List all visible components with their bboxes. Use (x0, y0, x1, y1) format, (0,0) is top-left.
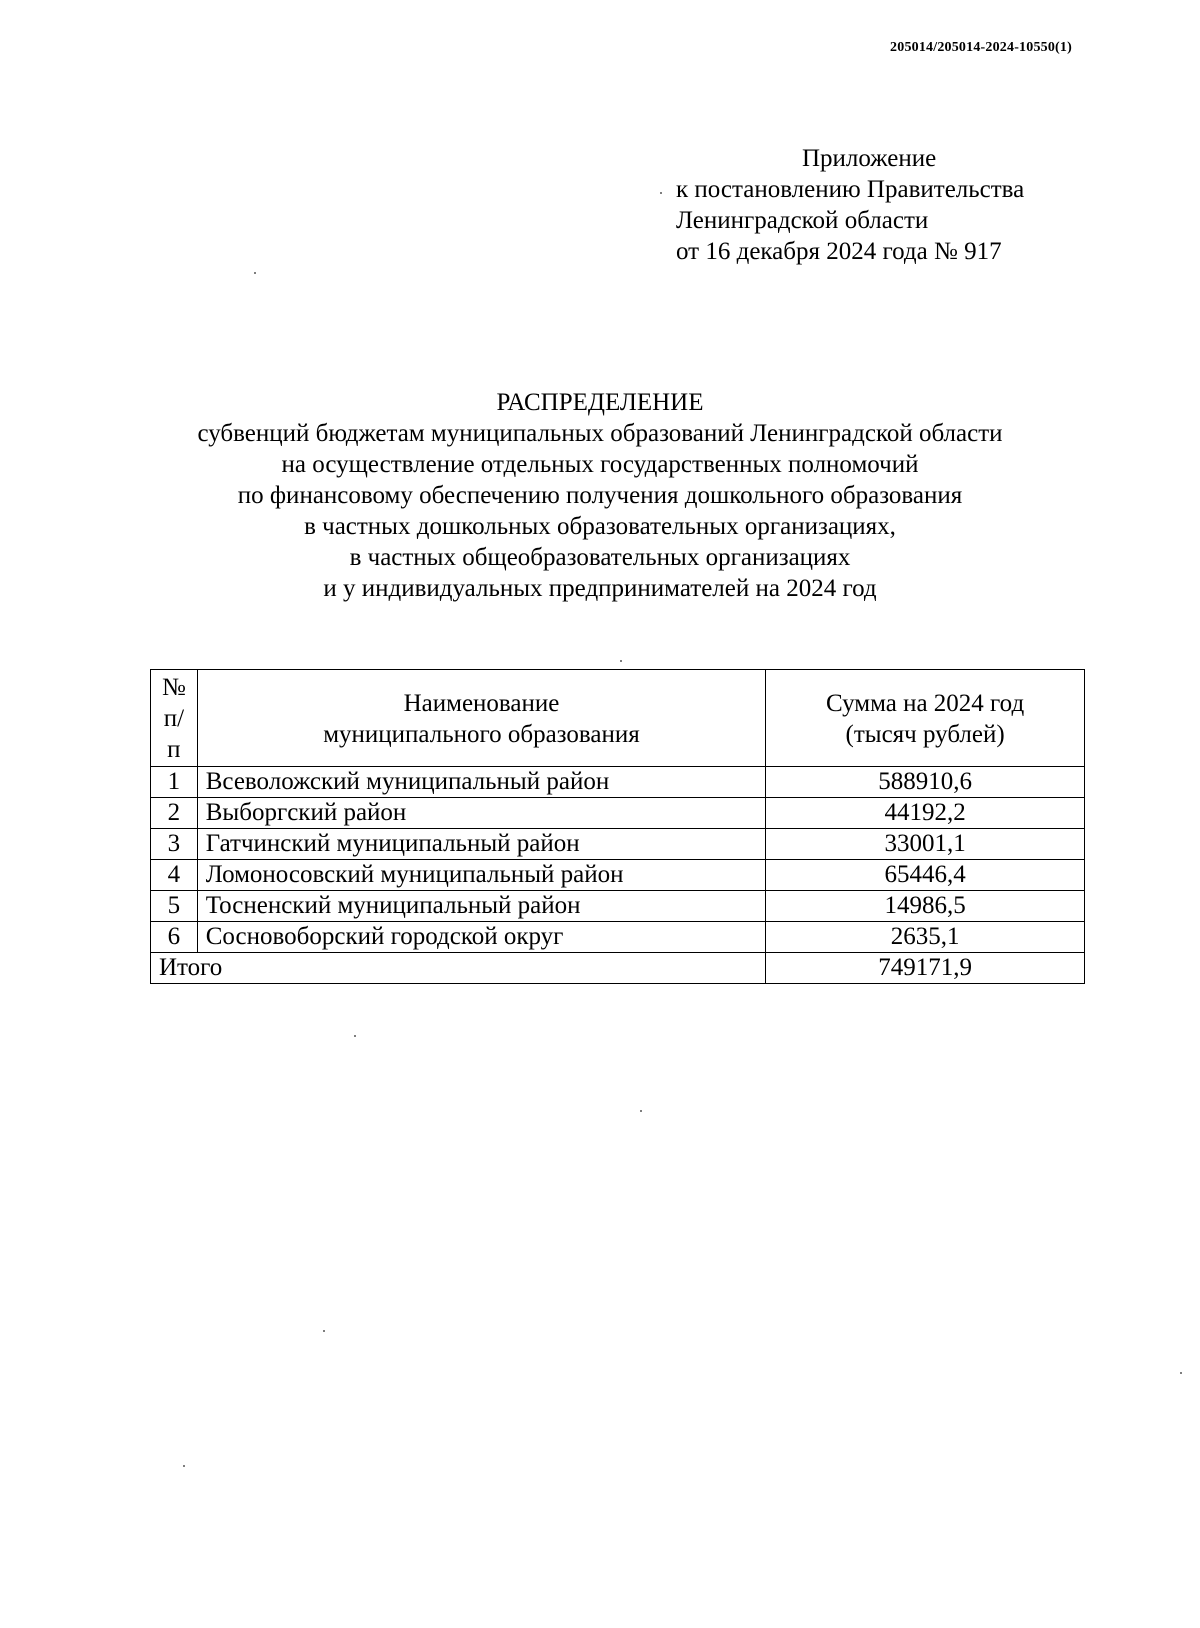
appendix-region: Ленинградской области (676, 207, 929, 234)
total-sum: 749171,9 (766, 953, 1085, 984)
table-row (151, 860, 1085, 891)
row-sum: 33001,1 (766, 829, 1085, 860)
row-name: Всеволожский муниципальный район (197, 767, 765, 798)
title-line: субвенций бюджетам муниципальных образований Ленинградской области (197, 420, 1003, 447)
document-title: РАСПРЕДЕЛЕНИЕ (496, 389, 704, 416)
row-sum: 588910,6 (766, 767, 1085, 798)
row-sum: 14986,5 (766, 891, 1085, 922)
row-name: Тосненский муниципальный район (197, 891, 765, 922)
row-number: 3 (151, 829, 198, 860)
row-sum: 44192,2 (766, 798, 1085, 829)
row-name: Выборгский район (197, 798, 765, 829)
scan-speck (620, 660, 622, 662)
table-row (151, 798, 1085, 829)
header-sum (766, 670, 1085, 767)
appendix-date: от 16 декабря 2024 года № 917 (676, 238, 1002, 265)
scan-speck (660, 192, 662, 194)
table-row (151, 829, 1085, 860)
table-row (151, 922, 1085, 953)
document-id: 205014/205014-2024-10550(1) (890, 40, 1072, 55)
title-block (100, 387, 1100, 604)
appendix-block (676, 143, 1116, 267)
row-number: 2 (151, 798, 198, 829)
title-line: и у индивидуальных предпринимателей на 2024 год (323, 575, 877, 602)
scan-speck (354, 1035, 356, 1037)
table-total-row (151, 953, 1085, 984)
title-line: на осуществление отдельных государственных полномочий (281, 451, 919, 478)
scan-speck (183, 1465, 185, 1467)
scan-speck (323, 1330, 325, 1332)
header-number-line2: п/п (163, 705, 185, 763)
title-line: по финансовому обеспечению получения дошкольного образования (237, 482, 963, 509)
header-name-line2: муниципального образования (323, 720, 640, 748)
row-name: Гатчинский муниципальный район (197, 829, 765, 860)
appendix-title: Приложение (802, 145, 937, 172)
row-number: 6 (151, 922, 198, 953)
row-number: 4 (151, 860, 198, 891)
table-row (151, 767, 1085, 798)
scan-speck (1180, 1372, 1182, 1374)
header-sum-line1: Сумма на 2024 год (826, 689, 1025, 717)
scan-speck (254, 272, 256, 274)
row-number: 1 (151, 767, 198, 798)
header-number (151, 670, 198, 767)
table-row (151, 891, 1085, 922)
row-sum: 2635,1 (766, 922, 1085, 953)
scan-speck (640, 1110, 642, 1112)
distribution-table (150, 669, 1085, 984)
row-number: 5 (151, 891, 198, 922)
total-label: Итого (151, 953, 766, 984)
row-name: Сосновоборский городской округ (197, 922, 765, 953)
header-sum-line2: (тысяч рублей) (845, 720, 1005, 748)
title-line: в частных дошкольных образовательных организациях, (304, 513, 896, 540)
row-sum: 65446,4 (766, 860, 1085, 891)
header-name (197, 670, 765, 767)
header-number-line1: № (161, 674, 186, 701)
appendix-resolution: к постановлению Правительства (676, 176, 1025, 203)
title-line: в частных общеобразовательных организациях (349, 544, 851, 571)
table-header-row (151, 670, 1085, 767)
header-name-line1: Наименование (403, 689, 560, 717)
row-name: Ломоносовский муниципальный район (197, 860, 765, 891)
